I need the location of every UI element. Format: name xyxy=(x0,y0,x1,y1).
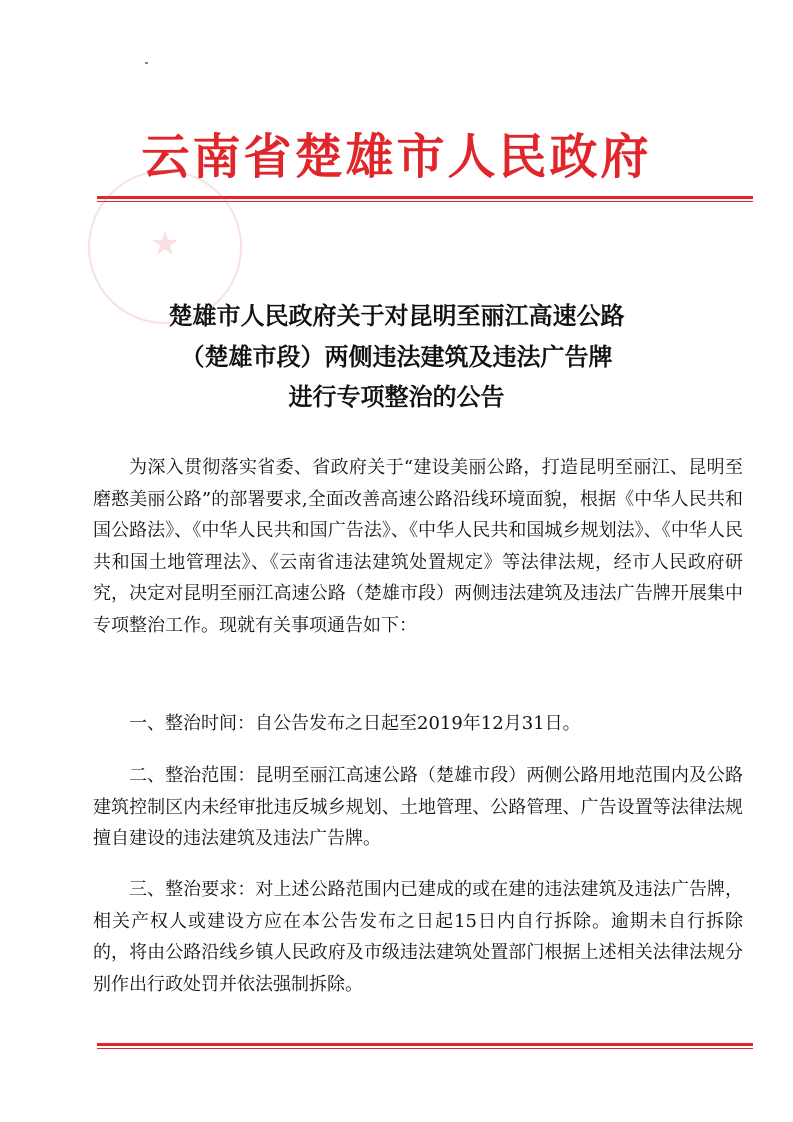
notice-title-line-2: （楚雄市段）两侧违法建筑及违法广告牌 xyxy=(180,342,613,371)
issuer-header: 云南省楚雄市人民政府 xyxy=(141,129,652,185)
notice-title-line-3: 进行专项整治的公告 xyxy=(288,382,505,411)
item-2-paragraph: 二、整治范围：昆明至丽江高速公路（楚雄市段）两侧公路用地范围内及公路建筑控制区内未经审批违反城乡规划、土地管理、公路管理、广告设置等法律法规擅自建设的违法建筑及违法广告牌。 xyxy=(93,765,743,849)
notice-title-line-1: 楚雄市人民政府关于对昆明至丽江高速公路 xyxy=(168,301,625,330)
item-1-paragraph: 一、整治时间：自公告发布之日起至2019年12月31日。 xyxy=(129,713,581,734)
footer-red-rule-thick xyxy=(97,1043,753,1046)
item-3-paragraph: 三、整治要求：对上述公路范围内已建成的或在建的违法建筑及违法广告牌，相关产权人或建设方应在本公告发布之日起15日内自行拆除。逾期未自行拆除的，将由公路沿线乡镇人民政府及市级违法建筑处置部门根据上述相关法律法规分别作出行政处罚并依法强制拆除。 xyxy=(93,879,743,995)
intro-paragraph: 为深入贯彻落实省委、省政府关于“建设美丽公路，打造昆明至丽江、昆明至磨憨美丽公路”的部署要求,全面改善高速公路沿线环境面貌，根据《中华人民共和国公路法》、《中华人民共和国广告法》、《中华人民共和国城乡规划法》、《中华人民共和国土地管理法》、《云南省违法建筑处置规定》等法律法规，经市人民政府研究，决定对昆明至丽江高速公路（楚雄市段）两侧违法建筑及违法广告牌开展集中专项整治工作。现就有关事项通告如下： xyxy=(93,457,743,636)
scan-speck xyxy=(145,62,148,64)
footer-red-rule-thin xyxy=(97,1048,753,1049)
seal-star-icon: ★ xyxy=(149,224,181,264)
